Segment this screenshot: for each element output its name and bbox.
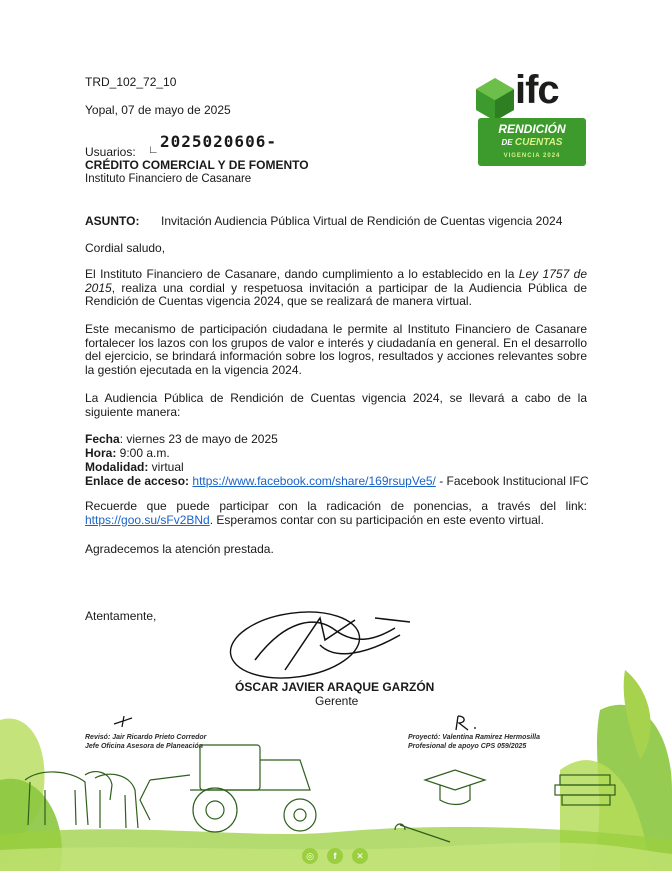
paragraph-2: Este mecanismo de participación ciudadana le permite al Instituto Financiero de Casanare fortalecer los lazos con los grupos de valor e interés y ciudadanía en general. En el desarrollo del ejercicio, se brindará información sobre los logros, resultados y acciones relevantes sobre la gestión ejecutada en la vigencia 2024. xyxy=(85,322,587,377)
logo-word: ifc xyxy=(515,68,559,112)
x-icon[interactable]: ✕ xyxy=(352,848,368,864)
thanks: Agradecemos la atención prestada. xyxy=(85,542,274,556)
place-date: Yopal, 07 de mayo de 2025 xyxy=(85,103,231,117)
footer-illustration xyxy=(0,650,672,871)
logo-line1: RENDICIÓN xyxy=(498,122,566,136)
corner-mark-icon: ∟ xyxy=(148,144,159,156)
subject-text: Invitación Audiencia Pública Virtual de Rendición de Cuentas vigencia 2024 xyxy=(161,214,563,228)
detail-hora: Hora: 9:00 a.m. xyxy=(85,446,170,460)
signer-role: Gerente xyxy=(315,694,359,708)
ifc-logo xyxy=(470,68,590,172)
facebook-icon[interactable]: f xyxy=(327,848,343,864)
paragraph-4: Recuerde que puede participar con la radicación de ponencias, a través del link: https://goo.su/sFv2BNd. Esperamos contar con su participación en este evento virtual. xyxy=(85,499,587,527)
logo-badge xyxy=(478,118,586,166)
projector-line1: Proyectó: Valentina Ramirez Hermosilla xyxy=(408,734,541,741)
recipient-name: CRÉDITO COMERCIAL Y DE FOMENTO xyxy=(85,158,309,172)
radicado-number: 2025020606- xyxy=(160,132,277,151)
reviewer-line2: Jefe Oficina Asesora de Planeación xyxy=(85,743,204,750)
detail-enlace: Enlace de acceso: https://www.facebook.com/share/169rsupVe5/ - Facebook Institucional IFC xyxy=(85,474,589,488)
ponencias-link[interactable]: https://goo.su/sFv2BNd xyxy=(85,512,210,527)
trd-code: TRD_102_72_10 xyxy=(85,75,177,89)
facebook-link[interactable]: https://www.facebook.com/share/169rsupVe5/ xyxy=(192,474,436,488)
users-label: Usuarios: xyxy=(85,145,136,159)
closing: Atentamente, xyxy=(85,609,157,623)
projector-line2: Profesional de apoyo CPS 059/2025 xyxy=(408,743,527,750)
detail-fecha: Fecha: viernes 23 de mayo de 2025 xyxy=(85,432,278,446)
greeting: Cordial saludo, xyxy=(85,241,166,255)
signer-name: ÓSCAR JAVIER ARAQUE GARZÓN xyxy=(235,680,435,694)
detail-modalidad: Modalidad: virtual xyxy=(85,460,184,474)
recipient-org: Instituto Financiero de Casanare xyxy=(85,173,252,185)
instagram-icon[interactable]: ◎ xyxy=(302,848,318,864)
paragraph-1: El Instituto Financiero de Casanare, dando cumplimiento a lo establecido en la Ley 1757 de 2015, realiza una cordial y respetuosa invitación a participar de la Audiencia Pública de Rendición de Cuentas vigencia 2024, que se realizará de manera virtual. xyxy=(85,267,588,309)
reviewer-line1: Revisó: Jair Ricardo Prieto Corredor xyxy=(85,734,207,741)
logo-line3: VIGENCIA 2024 xyxy=(503,153,561,159)
paragraph-3: La Audiencia Pública de Rendición de Cuentas vigencia 2024, se llevará a cabo de la siguiente manera: xyxy=(85,391,587,419)
cube-icon xyxy=(470,74,520,124)
logo-line2: DE CUENTAS xyxy=(501,137,563,148)
subject-label: ASUNTO: xyxy=(85,214,140,228)
